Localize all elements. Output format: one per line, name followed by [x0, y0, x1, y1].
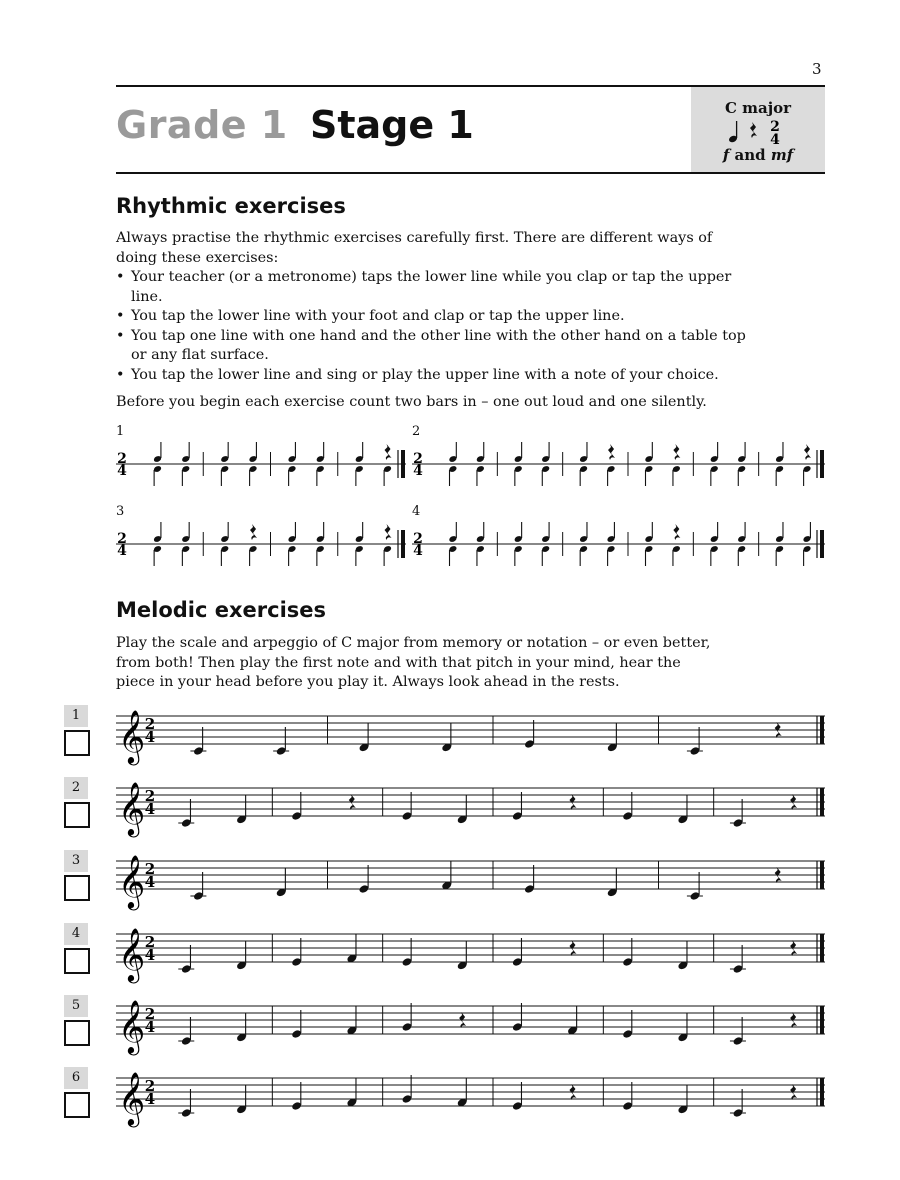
rhythmic-intro: Always practise the rhythmic exercises carefully first. There are different ways of doing these exercises:: [116, 230, 713, 266]
time-signature-bottom: 4: [117, 543, 127, 559]
crotchet-rest: [385, 444, 392, 460]
count-in-text: Before you begin each exercise count two bars in – one out loud and one silently.: [116, 394, 707, 410]
treble-clef-icon: 𝄞: [118, 709, 146, 763]
melodic-checkbox-6[interactable]: [64, 1092, 90, 1118]
final-barline-thick: [820, 934, 824, 962]
dyn-and: and: [734, 146, 766, 164]
time-signature-bottom: 4: [144, 1018, 156, 1036]
key-box: [691, 87, 825, 173]
time-signature-bottom: 4: [144, 873, 156, 891]
crotchet-rest-icon: [750, 122, 757, 138]
crotchet-rest: [608, 444, 615, 460]
time-signature-top: 2: [144, 715, 156, 733]
melodic-staff-2: [116, 772, 825, 838]
crotchet-rest: [673, 524, 680, 540]
rhythm-staff-1: [116, 440, 406, 490]
header-rule: [116, 172, 825, 174]
crotchet-rest: [385, 524, 392, 540]
melodic-number-2: 2: [64, 777, 88, 799]
time-signature-top: 2: [117, 531, 127, 547]
rhythm-number-1: 1: [116, 424, 125, 439]
key-title: C major: [724, 99, 792, 117]
crotchet-rest: [804, 444, 811, 460]
melodic-heading: Melodic exercises: [116, 598, 327, 622]
melodic-number-1: 1: [64, 705, 88, 727]
key-time-bottom: 4: [770, 132, 780, 146]
time-signature-top: 2: [144, 860, 156, 878]
final-barline-thick: [820, 716, 824, 744]
title-grade: Grade 1: [116, 103, 288, 147]
final-barline-thick: [820, 788, 824, 816]
dyn-f: f: [722, 146, 730, 164]
rhythm-number-4: 4: [412, 504, 421, 519]
crotchet-rest: [673, 444, 680, 460]
time-signature-bottom: 4: [413, 463, 423, 479]
melodic-checkbox-5[interactable]: [64, 1020, 90, 1046]
bullet-item: • You tap one line with one hand and the other line with the other hand on a table top or any flat surface.: [116, 327, 746, 364]
melodic-checkbox-3[interactable]: [64, 875, 90, 901]
treble-clef-icon: 𝄞: [118, 854, 146, 908]
time-signature-top: 2: [144, 787, 156, 805]
rhythmic-bullets: [116, 268, 756, 386]
final-barline-thick: [820, 450, 824, 478]
time-signature-top: 2: [144, 933, 156, 951]
time-signature-bottom: 4: [144, 946, 156, 964]
rhythm-staff-4: [412, 520, 825, 570]
final-barline-thick: [820, 861, 824, 889]
melodic-checkbox-1[interactable]: [64, 730, 90, 756]
final-barline-thick: [820, 1078, 824, 1106]
rhythm-staff-2: [412, 440, 825, 490]
final-barline-thick: [820, 530, 824, 558]
time-signature-bottom: 4: [144, 800, 156, 818]
time-signature-top: 2: [413, 531, 423, 547]
bullet-item: • You tap the lower line with your foot and clap or tap the upper line.: [116, 308, 625, 325]
treble-clef-icon: 𝄞: [118, 927, 146, 981]
rhythm-number-3: 3: [116, 504, 125, 519]
dynamics: [691, 146, 825, 164]
melodic-number-3: 3: [64, 850, 88, 872]
page-number: 3: [812, 60, 822, 78]
melodic-intro: Play the scale and arpeggio of C major from memory or notation – or even better, from both! Then play the first note and with that pitch in your mind, hear the piece in your head before you play it. Always look ahead in the rests.: [116, 635, 711, 691]
final-barline-thick: [401, 450, 405, 478]
rhythmic-heading: Rhythmic exercises: [116, 194, 346, 218]
melodic-number-6: 6: [64, 1067, 88, 1089]
time-signature-bottom: 4: [413, 543, 423, 559]
treble-clef-icon: 𝄞: [118, 999, 146, 1053]
time-signature-bottom: 4: [144, 1090, 156, 1108]
time-signature-bottom: 4: [144, 728, 156, 746]
melodic-number-5: 5: [64, 995, 88, 1017]
final-barline-thick: [820, 1006, 824, 1034]
bullet-item: • You tap the lower line and sing or play the upper line with a note of your choice.: [116, 366, 719, 383]
melodic-staff-6: [116, 1062, 825, 1128]
crotchet-icon: [728, 121, 738, 143]
time-signature-bottom: 4: [117, 463, 127, 479]
key-box-symbols: [723, 118, 793, 146]
melodic-staff-1: [116, 700, 825, 766]
bullet-item: • Your teacher (or a metronome) taps the lower line while you clap or tap the upper line.: [116, 269, 732, 305]
dyn-mf: mf: [770, 146, 794, 164]
melodic-staff-4: [116, 918, 825, 984]
time-signature-top: 2: [144, 1077, 156, 1095]
time-signature-top: 2: [117, 451, 127, 467]
final-barline-thick: [401, 530, 405, 558]
title-stage: Stage 1: [310, 103, 474, 147]
rhythm-number-2: 2: [412, 424, 421, 439]
treble-clef-icon: 𝄞: [118, 781, 146, 835]
time-signature-top: 2: [413, 451, 423, 467]
melodic-number-4: 4: [64, 923, 88, 945]
key-time-top: 2: [770, 119, 780, 135]
time-signature-top: 2: [144, 1005, 156, 1023]
crotchet-rest: [250, 524, 257, 540]
melodic-staff-3: [116, 845, 825, 911]
treble-clef-icon: 𝄞: [118, 1071, 146, 1125]
melodic-staff-5: [116, 990, 825, 1056]
melodic-checkbox-4[interactable]: [64, 948, 90, 974]
melodic-checkbox-2[interactable]: [64, 802, 90, 828]
rhythm-staff-3: [116, 520, 406, 570]
